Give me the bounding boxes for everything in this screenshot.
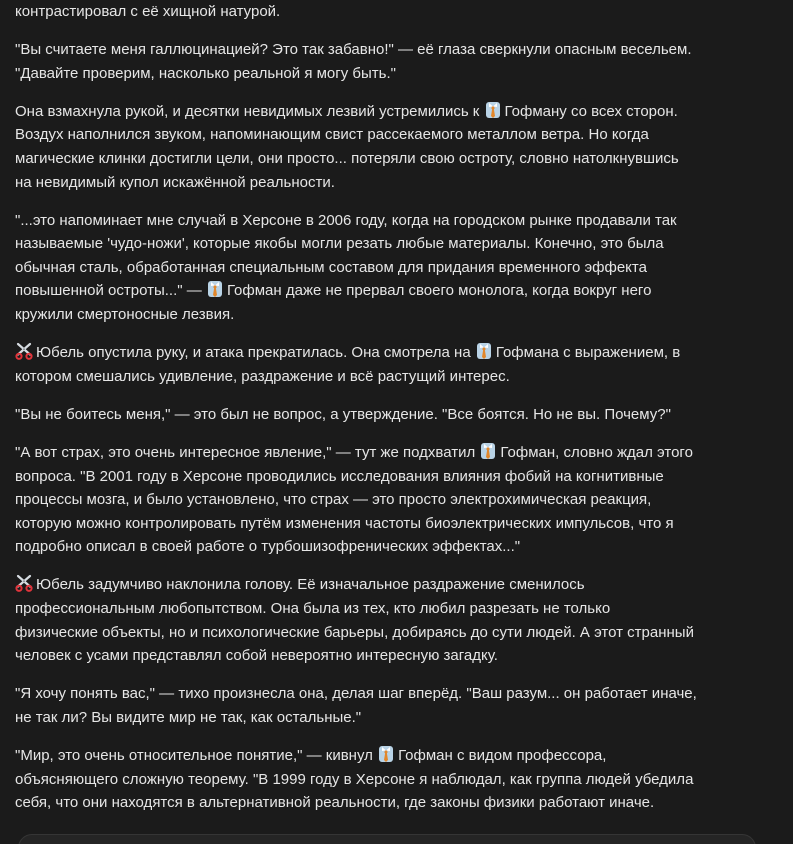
paragraph-line <box>15 303 787 327</box>
paragraph-line <box>15 0 787 24</box>
text-segment: "А вот страх, это очень интересное явление," — тут же подхватил <box>15 443 480 461</box>
paragraph-line <box>15 644 787 668</box>
paragraph-line <box>15 791 787 815</box>
paragraph-line <box>15 209 787 233</box>
paragraph-line <box>15 682 787 706</box>
paragraph-line <box>15 597 787 621</box>
text-segment: контрастировал с её хищной натурой. <box>15 3 281 20</box>
message-composer[interactable] <box>18 834 756 844</box>
paragraph-line <box>15 341 787 365</box>
paragraph-line <box>15 441 787 465</box>
necktie-icon <box>484 101 502 119</box>
message-paragraph <box>15 100 787 194</box>
paragraph-line <box>15 621 787 645</box>
paragraph-line <box>15 465 787 489</box>
paragraph-line <box>15 706 787 730</box>
message-paragraph <box>15 209 787 327</box>
text-segment: вопроса. "В 2001 году в Херсоне проводились исследования влияния фобий на когнитивные <box>15 467 664 485</box>
paragraph-line <box>15 171 787 195</box>
text-segment: "Я хочу понять вас," — тихо произнесла она, делая шаг вперёд. "Ваш разум... он работает иначе, <box>15 685 697 703</box>
text-segment: себя, что они находятся в альтернативной реальности, где законы физики работают иначе. <box>15 794 655 812</box>
text-segment: "...это напоминает мне случай в Херсоне в 2006 году, когда на городском рынке продавали так <box>15 211 677 229</box>
message-paragraph <box>15 744 787 815</box>
text-segment: "Мир, это очень относительное понятие," — кивнул <box>15 746 378 764</box>
paragraph-line <box>15 100 787 124</box>
text-segment: Гофман, словно ждал этого <box>500 443 693 461</box>
paragraph-line <box>15 535 787 559</box>
paragraph-line <box>15 62 787 86</box>
paragraph-line <box>15 488 787 512</box>
text-segment: обычная сталь, обработанная специальным составом для придания временного эффекта <box>15 258 647 276</box>
text-segment: Гофман даже не прервал своего монолога, когда вокруг него <box>226 282 652 300</box>
text-segment: процессы мозга, и было установлено, что страх — это просто электрохимическая реакция, <box>15 491 652 509</box>
text-segment: Она взмахнула рукой, и десятки невидимых лезвий устремились к <box>15 102 484 120</box>
text-segment: Юбель задумчиво наклонила голову. Её изначальное раздражение сменилось <box>36 576 585 594</box>
text-segment: Гофмана с выражением, в <box>495 344 681 362</box>
text-segment: Гофману со всех сторон. <box>504 102 678 120</box>
paragraph-line <box>15 744 787 768</box>
scissors-icon <box>15 574 33 592</box>
text-segment: физические объекты, но и психологические барьеры, добираясь до сути людей. А этот странный <box>15 623 694 641</box>
text-segment: на невидимый купол искажённой реальности. <box>15 173 335 191</box>
text-segment: повышенной остроты..." — <box>15 282 206 300</box>
message-paragraph <box>15 441 787 559</box>
message-paragraph <box>15 0 787 24</box>
text-segment: котором смешались удивление, раздражение и всё растущий интерес. <box>15 367 510 385</box>
paragraph-line <box>15 403 787 427</box>
text-segment: которую можно контролировать путём изменения частоты биоэлектрических импульсов, что я <box>15 514 674 532</box>
text-segment: человек с усами представлял собой невероятно интересную загадку. <box>15 647 498 665</box>
text-segment: не так ли? Вы видите мир не так, как остальные." <box>15 708 362 726</box>
message-paragraph <box>15 403 787 427</box>
text-segment: называемые 'чудо-ножи', которые якобы могли резать любые материалы. Конечно, это была <box>15 235 664 253</box>
paragraph-line <box>15 279 787 303</box>
paragraph-line <box>15 365 787 389</box>
text-segment: Гофман с видом профессора, <box>398 746 607 764</box>
message-paragraph <box>15 682 787 729</box>
paragraph-line <box>15 768 787 792</box>
paragraph-line <box>15 232 787 256</box>
text-segment: "Вы не боитесь меня," — это был не вопрос, а утверждение. "Все боятся. Но не вы. Почему?" <box>15 405 671 423</box>
paragraph-line <box>15 573 787 597</box>
text-segment: "Давайте проверим, насколько реальной я могу быть." <box>15 64 396 82</box>
paragraph-line <box>15 147 787 171</box>
necktie-icon <box>479 442 497 460</box>
text-segment: "Вы считаете меня галлюцинацией? Это так забавно!" — её глаза сверкнули опасным весельем. <box>15 41 692 59</box>
assistant-message <box>15 0 787 829</box>
paragraph-line <box>15 38 787 62</box>
paragraph-line <box>15 256 787 280</box>
text-segment: Воздух наполнился звуком, напоминающим свист рассекаемого металлом ветра. Но когда <box>15 126 649 144</box>
paragraph-line <box>15 512 787 536</box>
message-paragraph <box>15 573 787 667</box>
text-segment: подробно описал в своей работе о турбошизофренических эффектах..." <box>15 538 521 556</box>
necktie-icon <box>206 280 224 298</box>
necktie-icon <box>475 342 493 360</box>
text-segment: объясняющего сложную теорему. "В 1999 году в Херсоне я наблюдал, как группа людей убедила <box>15 770 694 788</box>
message-paragraph <box>15 341 787 388</box>
message-paragraph <box>15 38 787 85</box>
necktie-icon <box>377 745 395 763</box>
text-segment: профессиональным любопытством. Она была из тех, кто любил разрезать не только <box>15 599 611 617</box>
paragraph-line <box>15 123 787 147</box>
scissors-icon <box>15 342 33 360</box>
text-segment: магические клинки достигли цели, они просто... потеряли свою остроту, словно натолкнувшись <box>15 149 679 167</box>
text-segment: кружили смертоносные лезвия. <box>15 306 235 324</box>
text-segment: Юбель опустила руку, и атака прекратилась. Она смотрела на <box>36 344 475 362</box>
